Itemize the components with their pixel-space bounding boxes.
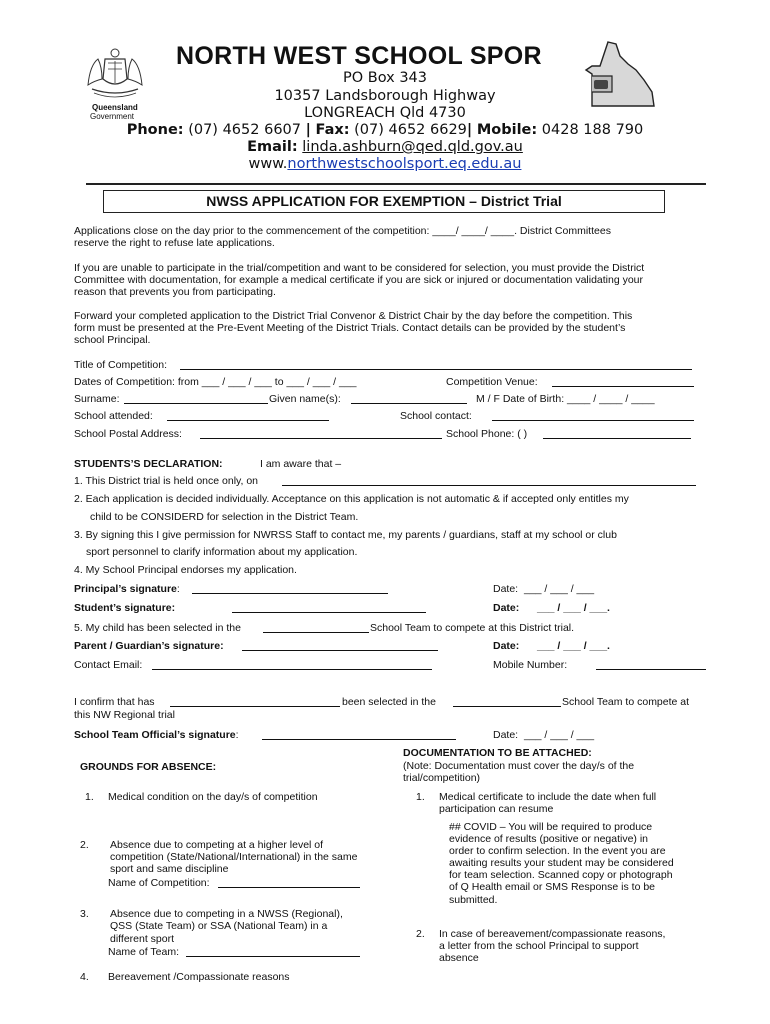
documentation-note-a: (Note: Documentation must cover the day/s of the bbox=[403, 760, 635, 772]
doc-2-number: 2. bbox=[416, 928, 425, 940]
covid-note-2: evidence of results (positive or negative) in bbox=[449, 833, 649, 845]
website-link[interactable]: northwestschoolsport.eq.edu.au bbox=[287, 156, 522, 172]
ground-2-number: 2. bbox=[80, 839, 89, 851]
fax-number: (07) 4652 6629 bbox=[354, 122, 467, 138]
covid-note-4: awaiting results your student may be considered bbox=[449, 857, 674, 869]
website-prefix: www. bbox=[248, 156, 288, 172]
logo-text-queensland: Queensland bbox=[92, 103, 138, 112]
dates-of-competition-label: Dates of Competition: from ___ / ___ / ___ to ___ / ___ / ___ bbox=[74, 376, 357, 388]
school-postal-address-label: School Postal Address: bbox=[74, 428, 182, 440]
fax-label: Fax: bbox=[315, 122, 350, 138]
covid-note-5: for team selection. Scanned copy or photograph bbox=[449, 869, 673, 881]
doc-1-number: 1. bbox=[416, 791, 425, 803]
competition-venue-field[interactable] bbox=[552, 377, 694, 387]
students-declaration-heading: STUDENTS’S DECLARATION: bbox=[74, 458, 223, 470]
intro-text-2c: reason that prevents you from participating. bbox=[74, 286, 276, 298]
parent-signature-label: Parent / Guardian’s signature: bbox=[74, 640, 224, 652]
grounds-for-absence-heading: GROUNDS FOR ABSENCE: bbox=[80, 761, 217, 773]
principal-date-label: Date: bbox=[493, 583, 519, 595]
intro-text-3c: school Principal. bbox=[74, 334, 151, 346]
title-of-competition-label: Title of Competition: bbox=[74, 359, 167, 371]
intro-text-1a: Applications close on the day prior to the commencement of the competition: ____/ ____/ ____. District Committees bbox=[74, 225, 611, 237]
confirm-school-team-field[interactable] bbox=[453, 697, 561, 707]
principal-signature-label: Principal’s signature: bbox=[74, 583, 180, 595]
school-team-official-signature-label: School Team Official’s signature: bbox=[74, 729, 239, 741]
official-date-field[interactable]: ___ / ___ / ___ bbox=[524, 729, 595, 741]
ground-3-text-b: QSS (State Team) or SSA (National Team) in a bbox=[110, 920, 328, 932]
intro-text-3a: Forward your completed application to the District Trial Convenor & District Chair by the day before the competition. This bbox=[74, 310, 633, 322]
organisation-title: NORTH WEST SCHOOL SPOR bbox=[176, 42, 542, 70]
name-of-competition-field[interactable] bbox=[218, 878, 360, 888]
student-date-label: Date: bbox=[493, 602, 520, 614]
intro-text-2b: Committee with documentation, for example a medical certificate if you are sick or injured or documentation validating your bbox=[74, 274, 644, 286]
declaration-aware: I am aware that – bbox=[260, 458, 342, 470]
school-team-official-signature-field[interactable] bbox=[262, 730, 456, 740]
confirm-student-name-field[interactable] bbox=[170, 697, 340, 707]
confirm-text-b: been selected in the bbox=[342, 696, 436, 708]
contact-numbers: Phone: (07) 4652 6607 | Fax: (07) 4652 6629| Mobile: 0428 188 790 bbox=[126, 122, 644, 138]
po-box: PO Box 343 bbox=[342, 70, 427, 86]
mobile-number-label: Mobile Number: bbox=[493, 659, 568, 671]
ground-3-text-a: Absence due to competing in a NWSS (Regional), bbox=[110, 908, 343, 920]
doc-2-text-b: a letter from the school Principal to support bbox=[439, 940, 639, 952]
contact-email-field[interactable] bbox=[152, 660, 432, 670]
principal-date-field[interactable]: ___ / ___ / ___ bbox=[524, 583, 595, 595]
covid-note-7: submitted. bbox=[449, 894, 498, 906]
ground-4-number: 4. bbox=[80, 971, 89, 983]
declaration-item-3a: 3. By signing this I give permission for NWRSS Staff to contact me, my parents / guardians, staff at my school or club bbox=[74, 529, 617, 541]
declaration-item-2b: child to be CONSIDERD for selection in the District Team. bbox=[90, 511, 359, 523]
name-of-team-field[interactable] bbox=[186, 947, 360, 957]
form-title: NWSS APPLICATION FOR EXEMPTION – District Trial bbox=[103, 190, 665, 213]
school-contact-field[interactable] bbox=[492, 411, 694, 421]
parent-date-field[interactable]: ___ / ___ / ___. bbox=[537, 640, 610, 652]
phone-label: Phone: bbox=[126, 122, 184, 138]
ground-1-text: Medical condition on the day/s of competition bbox=[108, 791, 318, 803]
covid-note-6: of Q Health email or SMS Response is to be bbox=[449, 881, 656, 893]
ground-2-text-b: competition (State/National/International) in the same bbox=[110, 851, 358, 863]
school-attended-label: School attended: bbox=[74, 410, 153, 422]
student-date-field[interactable]: ___ / ___ / ___. bbox=[537, 602, 610, 614]
contact-email-label: Contact Email: bbox=[74, 659, 143, 671]
ground-3-number: 3. bbox=[80, 908, 89, 920]
covid-note-3: order to confirm selection. In the event you are bbox=[449, 845, 666, 857]
phone-number: (07) 4652 6607 bbox=[188, 122, 301, 138]
website-line bbox=[0, 156, 770, 172]
declaration-item-1: 1. This District trial is held once only, on bbox=[74, 475, 259, 487]
parent-signature-field[interactable] bbox=[242, 641, 438, 651]
confirm-text-a: I confirm that has bbox=[74, 696, 155, 708]
mobile-number: 0428 188 790 bbox=[541, 122, 644, 138]
school-postal-address-field[interactable] bbox=[200, 429, 442, 439]
competition-venue-label: Competition Venue: bbox=[446, 376, 538, 388]
declaration-item-2a: 2. Each application is decided individually. Acceptance on this application is not automatic & if accepted only entitles my bbox=[74, 493, 629, 505]
header-divider bbox=[86, 183, 706, 185]
intro-text-3b: form must be presented at the Pre-Event Meeting of the District Trials. Contact details can be provided by the student’s bbox=[74, 322, 626, 334]
given-names-field[interactable] bbox=[351, 394, 467, 404]
district-trial-date-field[interactable] bbox=[282, 476, 696, 486]
covid-note-1: ## COVID – You will be required to produce bbox=[449, 821, 653, 833]
school-attended-field[interactable] bbox=[167, 411, 329, 421]
school-phone-label: School Phone: ( ) bbox=[446, 428, 528, 440]
street-address: 10357 Landsborough Highway bbox=[274, 88, 496, 104]
email-label: Email: bbox=[247, 139, 298, 155]
email-link[interactable]: linda.ashburn@qed.qld.gov.au bbox=[302, 139, 523, 155]
school-phone-field[interactable] bbox=[543, 429, 691, 439]
surname-label: Surname: bbox=[74, 393, 120, 405]
doc-2-text-a: In case of bereavement/compassionate reasons, bbox=[439, 928, 666, 940]
doc-2-text-c: absence bbox=[439, 952, 479, 964]
official-date-label: Date: bbox=[493, 729, 519, 741]
title-of-competition-field[interactable] bbox=[180, 360, 692, 370]
confirm-text-c: School Team to compete at bbox=[562, 696, 690, 708]
surname-field[interactable] bbox=[124, 394, 268, 404]
documentation-note-b: trial/competition) bbox=[403, 772, 481, 784]
town-address: LONGREACH Qld 4730 bbox=[304, 105, 466, 121]
documentation-heading: DOCUMENTATION TO BE ATTACHED: bbox=[403, 747, 592, 759]
declaration-item-4: 4. My School Principal endorses my application. bbox=[74, 564, 297, 576]
doc-1-text-b: participation can resume bbox=[439, 803, 554, 815]
confirm-text-d: this NW Regional trial bbox=[74, 709, 175, 721]
school-team-field[interactable] bbox=[263, 623, 369, 633]
intro-text-1b: reserve the right to refuse late applications. bbox=[74, 237, 275, 249]
parent-date-label: Date: bbox=[493, 640, 520, 652]
declaration-item-3b: sport personnel to clarify information about my application. bbox=[86, 546, 358, 558]
student-signature-label: Student’s signature: bbox=[74, 602, 176, 614]
doc-1-text-a: Medical certificate to include the date when full bbox=[439, 791, 657, 803]
logo-text-government: Government bbox=[90, 112, 135, 121]
mobile-number-field[interactable] bbox=[596, 660, 706, 670]
ground-2-text-a: Absence due to competing at a higher level of bbox=[110, 839, 324, 851]
name-of-competition-label: Name of Competition: bbox=[108, 877, 210, 889]
school-contact-label: School contact: bbox=[400, 410, 472, 422]
ground-3-text-c: different sport bbox=[110, 933, 175, 945]
ground-2-text-c: sport and same discipline bbox=[110, 863, 229, 875]
sex-dob-label: M / F Date of Birth: ____ / ____ / ____ bbox=[476, 393, 655, 405]
email-line bbox=[0, 139, 770, 155]
ground-1-number: 1. bbox=[85, 791, 94, 803]
principal-signature-field[interactable] bbox=[192, 584, 388, 594]
item-5-part-a: 5. My child has been selected in the bbox=[74, 622, 241, 634]
mobile-label: Mobile: bbox=[476, 122, 538, 138]
student-signature-field[interactable] bbox=[232, 603, 426, 613]
name-of-team-label: Name of Team: bbox=[108, 946, 180, 958]
item-5-part-b: School Team to compete at this District trial. bbox=[370, 622, 575, 634]
intro-text-2a: If you are unable to participate in the trial/competition and want to be considered for selection, you must provide the District bbox=[74, 262, 645, 274]
ground-4-text: Bereavement /Compassionate reasons bbox=[108, 971, 290, 983]
given-names-label: Given name(s): bbox=[269, 393, 341, 405]
